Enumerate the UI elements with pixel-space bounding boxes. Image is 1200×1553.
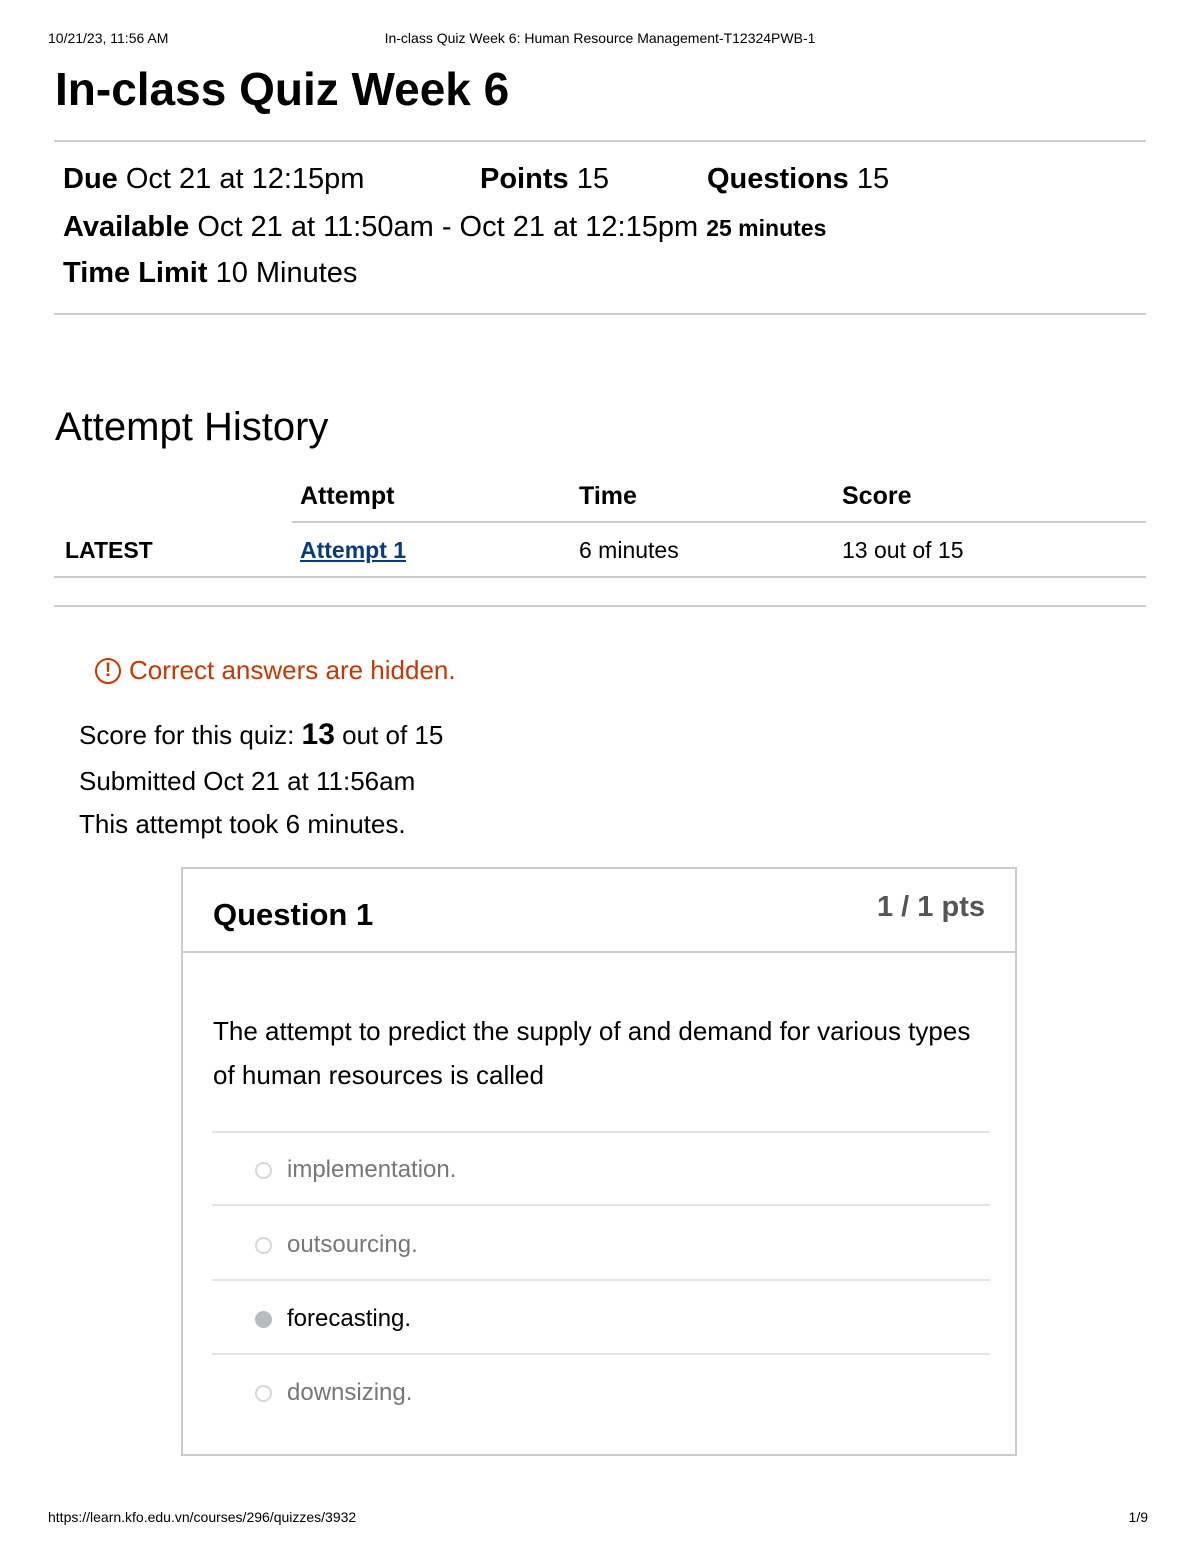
submitted-info: Submitted Oct 21 at 11:56am: [79, 766, 416, 796]
points-label: Points: [480, 163, 569, 195]
question-text: The attempt to predict the supply of and demand for various types of human resources is called: [213, 1016, 971, 1090]
exclamation-circle-icon: !: [95, 658, 121, 684]
questions-info: [707, 163, 889, 196]
due-info: [63, 163, 364, 196]
question-title: Question 1: [213, 897, 374, 932]
answer-label: downsizing.: [287, 1379, 413, 1406]
answer-label: outsourcing.: [287, 1231, 418, 1258]
column-header-attempt: Attempt: [300, 482, 395, 510]
time-limit-label: Time Limit: [63, 257, 208, 289]
notice-text: Correct answers are hidden.: [129, 655, 456, 685]
column-header-time: Time: [579, 482, 637, 510]
section-divider: [54, 605, 1146, 607]
title-divider: [54, 140, 1146, 142]
table-row-divider: [54, 576, 1146, 578]
availability-info: [63, 211, 826, 244]
answer-option: [255, 1231, 418, 1259]
points-value: 15: [576, 163, 609, 195]
meta-divider: [54, 313, 1146, 315]
radio-button: [255, 1385, 272, 1402]
answer-divider: [212, 1204, 990, 1206]
questions-value: 15: [856, 163, 890, 195]
hidden-answers-notice: [95, 655, 456, 686]
due-label: Due: [63, 163, 118, 195]
print-page-title: In-class Quiz Week 6: Human Resource Management-T12324PWB-1: [384, 30, 816, 46]
answer-divider: [212, 1279, 990, 1281]
time-limit-info: [63, 257, 357, 290]
attempt-time: 6 minutes: [579, 537, 679, 563]
quiz-score: [79, 718, 443, 752]
attempt-1-link[interactable]: Attempt 1: [300, 537, 407, 563]
print-url: https://learn.kfo.edu.vn/courses/296/quizzes/3932: [48, 1509, 357, 1525]
points-info: [480, 163, 609, 196]
questions-label: Questions: [707, 163, 849, 195]
answer-label: forecasting.: [287, 1305, 412, 1332]
answer-option: [255, 1379, 412, 1407]
answer-option: [255, 1156, 456, 1184]
answer-label: implementation.: [287, 1156, 457, 1183]
time-limit-value: 10 Minutes: [215, 257, 358, 289]
available-label: Available: [63, 211, 190, 243]
score-value: 13: [301, 718, 335, 751]
answer-divider: [212, 1353, 990, 1355]
radio-button: [255, 1162, 272, 1179]
question-points: 1 / 1 pts: [877, 891, 985, 923]
due-value: Oct 21 at 12:15pm: [125, 163, 365, 195]
score-prefix: Score for this quiz:: [79, 720, 295, 750]
attempt-history-heading: Attempt History: [55, 405, 329, 449]
table-header-divider: [292, 521, 1146, 523]
attempt-duration: This attempt took 6 minutes.: [79, 809, 406, 839]
radio-button: [255, 1237, 272, 1254]
column-header-score: Score: [842, 482, 912, 510]
radio-button-checked: [255, 1311, 272, 1328]
page-title: In-class Quiz Week 6: [55, 63, 510, 115]
score-suffix: out of 15: [342, 720, 444, 750]
question-card: [181, 867, 1017, 1456]
available-value: Oct 21 at 11:50am - Oct 21 at 12:15pm: [197, 211, 699, 243]
available-duration: 25 minutes: [706, 215, 827, 241]
print-page-number: 1/9: [1128, 1509, 1148, 1525]
question-header: [183, 869, 1015, 953]
answer-option-selected: [255, 1305, 411, 1333]
latest-tag: LATEST: [65, 537, 153, 563]
print-date: 10/21/23, 11:56 AM: [48, 30, 169, 46]
answer-divider: [212, 1131, 990, 1133]
attempt-score: 13 out of 15: [842, 537, 964, 563]
